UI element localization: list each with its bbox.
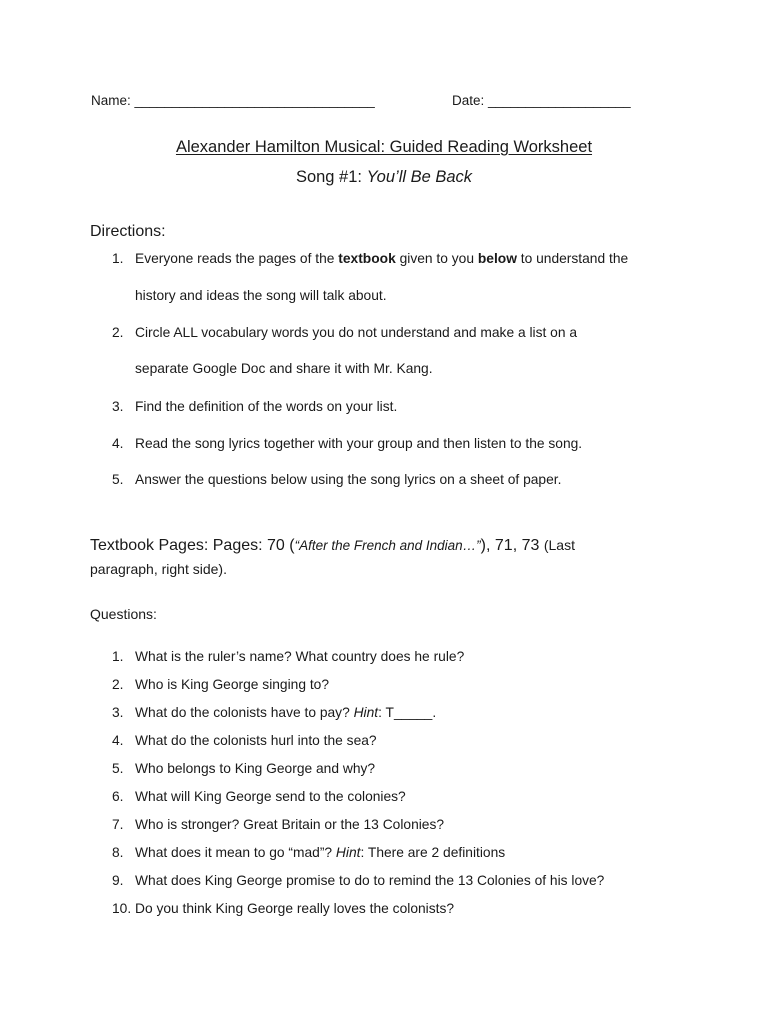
question-text: Who is King George singing to? — [135, 677, 330, 692]
question-number: 2. — [112, 677, 124, 692]
direction-item — [112, 399, 397, 414]
question-text: Who belongs to King George and why? — [135, 761, 376, 776]
question-item — [112, 789, 406, 804]
question-text: What does it mean to go “mad”? — [135, 845, 336, 860]
textbook-rest: ), 71, 73 — [480, 537, 544, 554]
worksheet-title: Alexander Hamilton Musical: Guided Reading Worksheet — [175, 138, 593, 156]
direction-text: Read the song lyrics together with your group and then listen to the song. — [135, 436, 583, 451]
textbook-pages-continuation: paragraph, right side). — [90, 561, 227, 577]
directions-heading: Directions: — [90, 223, 166, 240]
textbook-label: Textbook Pages: Pages: 70 ( — [90, 537, 295, 554]
question-number: 4. — [112, 733, 124, 748]
date-field-label: Date: ___________________ — [452, 93, 631, 108]
textbook-tail: (Last — [543, 537, 575, 553]
direction-text: given to you — [395, 251, 478, 266]
question-text: Who is stronger? Great Britain or the 13 Colonies? — [135, 817, 445, 832]
direction-number: 5. — [112, 472, 124, 487]
direction-text: Find the definition of the words on your list. — [135, 399, 398, 414]
question-hint-text: : T_____. — [378, 705, 437, 720]
direction-text: Everyone reads the pages of the — [135, 251, 339, 266]
direction-item — [112, 251, 628, 266]
question-text: Do you think King George really loves the colonists? — [135, 901, 455, 916]
question-item — [112, 705, 436, 720]
direction-number: 3. — [112, 399, 124, 414]
question-number: 10. — [112, 901, 132, 916]
question-item — [112, 845, 505, 860]
direction-continuation: history and ideas the song will talk about. — [135, 288, 387, 303]
question-number: 8. — [112, 845, 124, 860]
name-field-label: Name: ________________________________ — [91, 93, 375, 108]
question-item — [112, 761, 375, 776]
question-text: What do the colonists hurl into the sea? — [135, 733, 377, 748]
question-hint-text: : There are 2 definitions — [360, 845, 506, 860]
question-item — [112, 733, 377, 748]
direction-bold-textbook: textbook — [338, 251, 396, 266]
question-item — [112, 817, 444, 832]
question-item — [112, 873, 604, 888]
song-number: Song #1: — [295, 168, 367, 186]
direction-text: Answer the questions below using the song lyrics on a sheet of paper. — [135, 472, 562, 487]
direction-bold-below: below — [477, 251, 517, 266]
question-hint: Hint — [353, 705, 379, 720]
textbook-pages — [90, 537, 575, 555]
question-text: What do the colonists have to pay? — [135, 705, 354, 720]
question-number: 7. — [112, 817, 124, 832]
direction-item — [112, 436, 582, 451]
direction-number: 4. — [112, 436, 124, 451]
direction-number: 2. — [112, 325, 124, 340]
question-text: What is the ruler’s name? What country does he rule? — [135, 649, 465, 664]
direction-text: to understand the — [516, 251, 629, 266]
direction-number: 1. — [112, 251, 124, 266]
question-hint: Hint — [335, 845, 361, 860]
question-text: What does King George promise to do to remind the 13 Colonies of his love? — [135, 873, 605, 888]
direction-text: Circle ALL vocabulary words you do not understand and make a list on a — [135, 325, 578, 340]
questions-heading: Questions: — [90, 606, 157, 622]
textbook-quote: “After the French and Indian…” — [294, 538, 481, 553]
song-name: You’ll Be Back — [366, 168, 473, 186]
direction-continuation: separate Google Doc and share it with Mr. Kang. — [135, 361, 433, 376]
question-number: 9. — [112, 873, 124, 888]
song-subtitle — [0, 168, 768, 187]
question-item — [112, 901, 454, 916]
question-number: 5. — [112, 761, 124, 776]
question-text: What will King George send to the colonies? — [135, 789, 406, 804]
question-number: 6. — [112, 789, 124, 804]
question-number: 1. — [112, 649, 124, 664]
direction-item — [112, 472, 561, 487]
question-item — [112, 649, 464, 664]
question-item — [112, 677, 329, 692]
direction-item — [112, 325, 577, 340]
question-number: 3. — [112, 705, 124, 720]
